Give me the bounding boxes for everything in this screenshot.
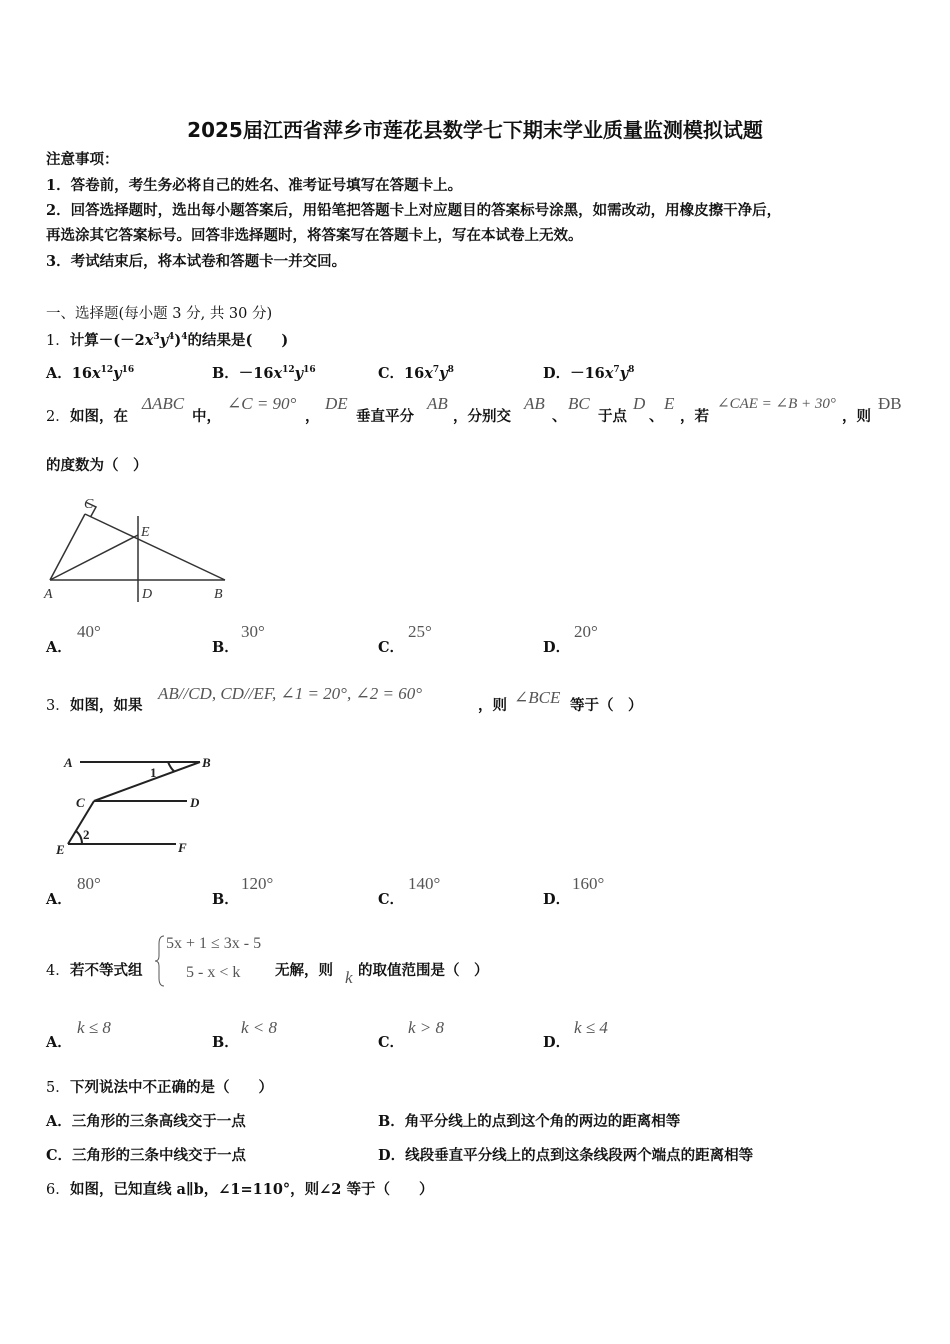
label-a: A xyxy=(44,587,53,602)
stem-text: ，则 xyxy=(842,408,871,425)
question-number: 2． xyxy=(46,409,70,425)
option-b[interactable]: B．$-16x^{12}y^{16}$ xyxy=(212,365,316,382)
option-a-value[interactable]: k ≤ 8 xyxy=(77,1018,111,1037)
option-a-label[interactable]: A． xyxy=(46,891,72,908)
option-d-label[interactable]: D． xyxy=(543,639,571,656)
stem-text: 、 xyxy=(552,408,567,425)
stem-text: ，若 xyxy=(680,408,709,425)
question-1-stem: 1．计算$-(-2x^3y^4)^4$的结果是( ) xyxy=(46,332,289,349)
question-number: 3． xyxy=(46,698,70,714)
math-expr: ∠CAE = ∠B + 30° xyxy=(717,396,836,412)
option-d-value[interactable]: k ≤ 4 xyxy=(574,1018,608,1037)
option-d[interactable]: D．线段垂直平分线上的点到这条线段两个端点的距离相等 xyxy=(378,1147,754,1164)
stem-text: 无解，则 xyxy=(275,962,333,979)
math-expr: AB//CD, CD//EF, ∠1 = 20°, ∠2 = 60° xyxy=(158,684,422,703)
option-b-label[interactable]: B． xyxy=(212,891,239,908)
option-c-label[interactable]: C． xyxy=(378,1034,405,1051)
stem-text: ， xyxy=(305,408,320,425)
option-b-value[interactable]: 30° xyxy=(241,622,265,641)
notice-item: 1．答卷前，考生务必将自己的姓名、准考证号填写在答题卡上。 xyxy=(46,177,463,194)
stem-text: ，分别交 xyxy=(453,408,511,425)
option-d-value[interactable]: 160° xyxy=(572,874,605,893)
notice-heading: 注意事项： xyxy=(46,151,119,168)
option-d[interactable]: D．$-16x^7y^8$ xyxy=(543,365,635,382)
math-expr: ∠C = 90° xyxy=(227,394,297,413)
math-expr: ÐB xyxy=(878,394,902,413)
math-expr: ∠BCE xyxy=(514,688,561,707)
option-c-label[interactable]: C． xyxy=(378,639,405,656)
option-a[interactable]: A．三角形的三条高线交于一点 xyxy=(46,1113,246,1130)
option-a-label[interactable]: A． xyxy=(46,1034,72,1051)
option-c-value[interactable]: 140° xyxy=(408,874,441,893)
option-d-label[interactable]: D． xyxy=(543,1034,571,1051)
question-number: 6． xyxy=(46,1182,70,1198)
question-number: 5． xyxy=(46,1080,70,1096)
option-a-value[interactable]: 40° xyxy=(77,622,101,641)
angle-1-arc xyxy=(168,762,174,771)
option-c-value[interactable]: 25° xyxy=(408,622,432,641)
question-number: 1． xyxy=(46,333,70,349)
option-b-value[interactable]: 120° xyxy=(241,874,274,893)
math-expr: AB xyxy=(427,394,448,413)
stem-text: 如图，如果 xyxy=(70,697,143,714)
math-expr: E xyxy=(664,394,675,413)
math-expr: AB xyxy=(524,394,545,413)
math-expr: BC xyxy=(568,394,590,413)
stem-text: 垂直平分 xyxy=(356,408,414,425)
notice-item: 2．回答选择题时，选出每小题答案后，用铅笔把答题卡上对应题目的答案标号涂黑，如需改动，用橡皮擦干净后， xyxy=(46,202,782,219)
stem-text: 的取值范围是（ ） xyxy=(358,962,489,979)
label-angle-1: 1 xyxy=(150,765,157,780)
math-expr: DE xyxy=(325,394,348,413)
option-b-value[interactable]: k < 8 xyxy=(241,1018,278,1037)
label-c: C xyxy=(84,497,94,512)
inequality-1: 5x + 1 ≤ 3x - 5 xyxy=(166,935,262,952)
label-e: E xyxy=(56,842,65,857)
section-heading: 一、选择题(每小题 3 分, 共 30 分) xyxy=(46,306,273,322)
option-c[interactable]: C．三角形的三条中线交于一点 xyxy=(46,1147,247,1164)
stem-text: 于点 xyxy=(598,408,627,425)
stem-text: ，则 xyxy=(478,697,507,714)
label-e: E xyxy=(141,525,150,540)
parallel-lines-figure xyxy=(50,748,220,858)
segment-ae xyxy=(50,535,138,580)
math-expr: ΔABC xyxy=(142,394,185,413)
label-c: C xyxy=(76,795,85,810)
label-angle-2: 2 xyxy=(83,827,90,842)
notice-item: 再选涂其它答案标号。回答非选择题时，将答案写在答题卡上，写在本试卷上无效。 xyxy=(46,227,583,244)
stem-text: 中， xyxy=(192,408,221,425)
option-a-label[interactable]: A． xyxy=(46,639,72,656)
question-6-stem: 如图，已知直线 a∥b，∠1=110°，则∠2 等于（ ） xyxy=(70,1181,434,1198)
option-a-value[interactable]: 80° xyxy=(77,874,101,893)
segment-ac xyxy=(50,514,85,580)
segment-cb xyxy=(85,514,225,580)
stem-text: 、 xyxy=(649,408,664,425)
stem-text: 的度数为（ ） xyxy=(46,457,148,474)
option-c-label[interactable]: C． xyxy=(378,891,405,908)
option-c[interactable]: C．$16x^7y^8$ xyxy=(378,365,454,382)
notice-item: 3．考试结束后，将本试卷和答题卡一并交回。 xyxy=(46,253,347,270)
label-a: A xyxy=(64,755,73,770)
page-title: 2025届江西省萍乡市莲花县数学七下期末学业质量监测模拟试题 xyxy=(187,118,763,142)
option-b-label[interactable]: B． xyxy=(212,1034,239,1051)
triangle-figure xyxy=(40,492,240,607)
math-expr: D xyxy=(633,394,646,413)
question-number: 4． xyxy=(46,963,70,979)
inequality-2: 5 - x < k xyxy=(186,964,241,981)
angle-2-arc xyxy=(76,831,82,844)
stem-text: 如图，在 xyxy=(70,408,128,425)
label-b: B xyxy=(214,587,223,602)
label-d: D xyxy=(142,587,153,602)
segment-bc xyxy=(94,762,200,801)
stem-text: 等于（ ） xyxy=(570,697,643,714)
stem-text: 若不等式组 xyxy=(70,962,143,979)
label-d: D xyxy=(190,795,200,810)
math-expr: k xyxy=(345,968,353,987)
option-b[interactable]: B．角平分线上的点到这个角的两边的距离相等 xyxy=(378,1113,681,1130)
option-d-label[interactable]: D． xyxy=(543,891,571,908)
question-5-stem: 下列说法中不正确的是（ ） xyxy=(70,1079,273,1096)
option-a[interactable]: A．$16x^{12}y^{16}$ xyxy=(46,365,135,382)
option-c-value[interactable]: k > 8 xyxy=(408,1018,445,1037)
label-b: B xyxy=(202,755,211,770)
label-f: F xyxy=(178,840,187,855)
option-d-value[interactable]: 20° xyxy=(574,622,598,641)
option-b-label[interactable]: B． xyxy=(212,639,239,656)
system-brace xyxy=(154,934,166,988)
